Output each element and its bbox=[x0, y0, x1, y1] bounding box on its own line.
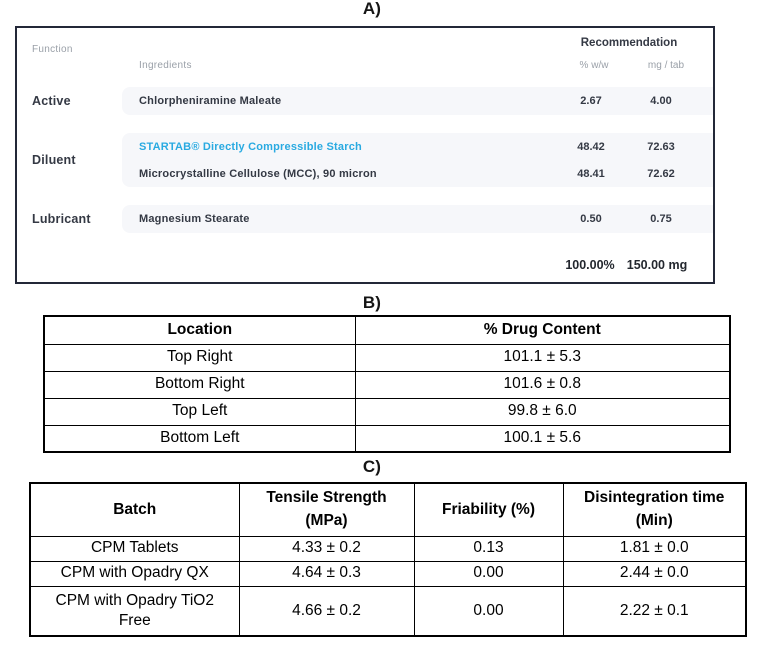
ingredient-mg-value: 4.00 bbox=[650, 95, 672, 107]
function-label-diluent: Diluent bbox=[32, 153, 76, 167]
location-cell: Bottom Left bbox=[44, 425, 355, 452]
ingredient-pct-value: 0.50 bbox=[580, 213, 602, 225]
header-line: Disintegration time bbox=[584, 489, 725, 507]
batch-cell bbox=[30, 586, 239, 636]
startab-product-link[interactable]: STARTAB® Directly Compressible Starch bbox=[139, 140, 362, 153]
disintegration-cell: 2.22 ± 0.1 bbox=[563, 586, 746, 636]
ingredient-mg-value: 72.62 bbox=[647, 167, 675, 180]
ingredient-pct-value: 48.42 bbox=[577, 140, 605, 153]
ingredient-band-lubricant bbox=[122, 205, 713, 233]
ingredient-name: Microcrystalline Cellulose (MCC), 90 micron bbox=[139, 167, 377, 180]
tensile-cell: 4.33 ± 0.2 bbox=[239, 536, 414, 561]
table-row bbox=[44, 344, 730, 371]
location-cell: Top Right bbox=[44, 344, 355, 371]
ingredient-pct-value: 48.41 bbox=[577, 167, 605, 180]
table-row bbox=[44, 425, 730, 452]
disintegration-cell: 1.81 ± 0.0 bbox=[563, 536, 746, 561]
location-cell: Bottom Right bbox=[44, 371, 355, 398]
table-row bbox=[30, 586, 746, 636]
header-tensile-strength bbox=[239, 483, 414, 536]
ingredient-pct-value: 2.67 bbox=[580, 95, 602, 107]
drug-content-cell: 101.1 ± 5.3 bbox=[355, 344, 730, 371]
tensile-cell: 4.64 ± 0.3 bbox=[239, 561, 414, 586]
ingredient-mg-value: 0.75 bbox=[650, 213, 672, 225]
recommendation-column-header: Recommendation bbox=[580, 37, 678, 49]
ingredient-row bbox=[122, 87, 713, 115]
function-label-lubricant: Lubricant bbox=[32, 212, 91, 226]
function-column-header: Function bbox=[32, 44, 73, 55]
drug-content-cell: 99.8 ± 6.0 bbox=[355, 398, 730, 425]
formulation-panel bbox=[15, 26, 715, 284]
header-line: Tensile Strength bbox=[266, 489, 387, 507]
ingredient-row bbox=[122, 160, 713, 187]
tensile-cell: 4.66 ± 0.2 bbox=[239, 586, 414, 636]
batch-name: CPM with Opadry TiO2 Free bbox=[55, 591, 214, 629]
section-b-title: B) bbox=[362, 293, 382, 312]
header-friability: Friability (%) bbox=[414, 483, 563, 536]
header-batch: Batch bbox=[30, 483, 239, 536]
total-mg-value: 150.00 mg bbox=[626, 258, 688, 272]
ingredient-row bbox=[122, 133, 713, 160]
header-line: (MPa) bbox=[305, 511, 348, 529]
table-row bbox=[44, 398, 730, 425]
ingredient-name: Chlorpheniramine Maleate bbox=[139, 95, 282, 107]
section-c-title: C) bbox=[362, 457, 382, 476]
friability-cell: 0.00 bbox=[414, 561, 563, 586]
header-line: (Min) bbox=[635, 511, 673, 529]
drug-content-cell: 101.6 ± 0.8 bbox=[355, 371, 730, 398]
ingredient-band-active bbox=[122, 87, 713, 115]
batch-cell: CPM with Opadry QX bbox=[30, 561, 239, 586]
friability-cell: 0.13 bbox=[414, 536, 563, 561]
table-row bbox=[30, 536, 746, 561]
ingredient-mg-value: 72.63 bbox=[647, 140, 675, 153]
ingredient-band-diluent bbox=[122, 133, 713, 187]
table-row bbox=[30, 561, 746, 586]
table-row bbox=[44, 371, 730, 398]
header-drug-content: % Drug Content bbox=[355, 316, 730, 344]
ingredient-row bbox=[122, 205, 713, 233]
location-cell: Top Left bbox=[44, 398, 355, 425]
drug-content-table bbox=[43, 315, 731, 453]
tablet-properties-table bbox=[29, 482, 747, 637]
table-header-row bbox=[44, 316, 730, 344]
header-disintegration-time bbox=[563, 483, 746, 536]
total-pct-value: 100.00% bbox=[565, 258, 615, 272]
disintegration-cell: 2.44 ± 0.0 bbox=[563, 561, 746, 586]
ingredient-name: Magnesium Stearate bbox=[139, 213, 250, 225]
header-location: Location bbox=[44, 316, 355, 344]
ingredients-column-header: Ingredients bbox=[139, 60, 192, 71]
function-label-active: Active bbox=[32, 94, 71, 108]
table-header-row bbox=[30, 483, 746, 536]
section-a-title: A) bbox=[362, 0, 382, 18]
batch-cell: CPM Tablets bbox=[30, 536, 239, 561]
pct-ww-column-header: % w/w bbox=[579, 60, 609, 71]
friability-cell: 0.00 bbox=[414, 586, 563, 636]
mg-tab-column-header: mg / tab bbox=[647, 60, 685, 71]
drug-content-cell: 100.1 ± 5.6 bbox=[355, 425, 730, 452]
